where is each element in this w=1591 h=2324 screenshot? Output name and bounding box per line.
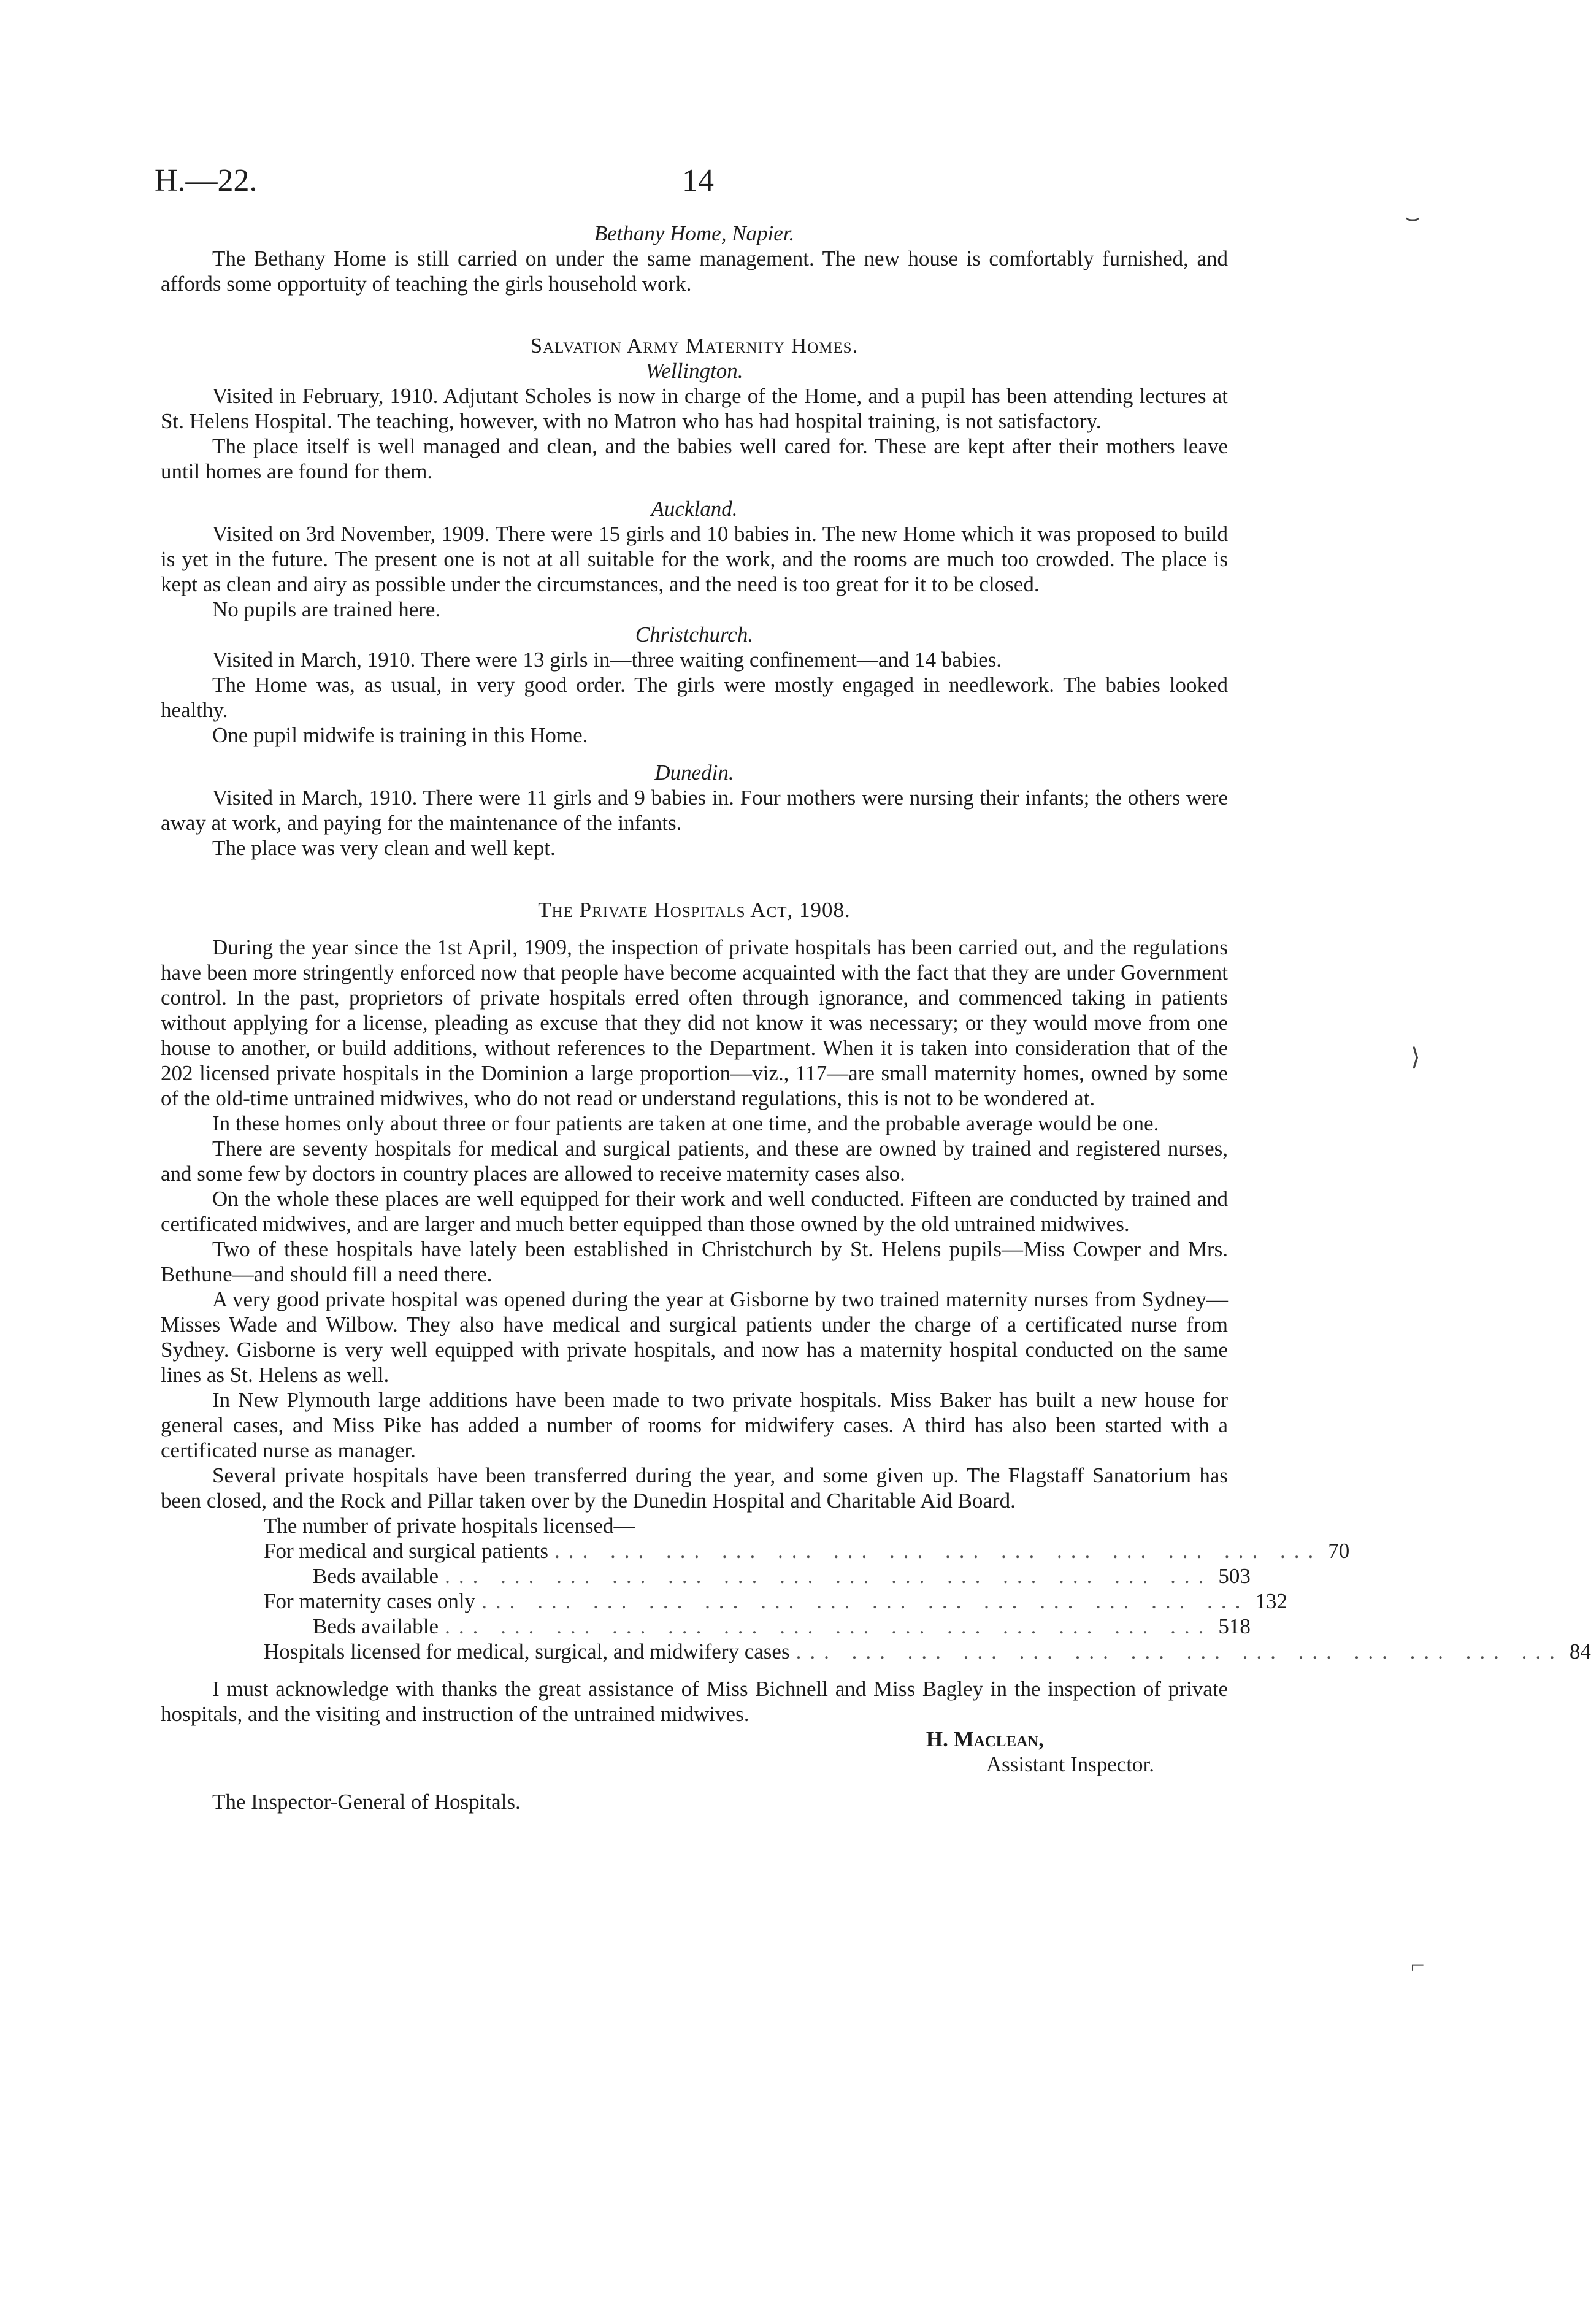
margin-mark-icon: ⟩ xyxy=(1411,1043,1420,1071)
paragraph: The place itself is well managed and clean, and the babies well cared for. These are kept after their mothers leave until homes are found for them. xyxy=(161,434,1228,483)
report-reference: H.—22. xyxy=(155,163,258,198)
row-value: 518 xyxy=(1218,1614,1251,1638)
leader-dots: ... ... ... ... ... ... ... ... ... ... ... ... ... ... xyxy=(481,1589,1249,1613)
row-value: 84 xyxy=(1569,1639,1591,1663)
body-text xyxy=(161,221,1591,1814)
section-heading: Bethany Home, Napier. xyxy=(594,221,795,245)
leader-dots: ... ... ... ... ... ... ... ... ... ... ... ... ... ... xyxy=(796,1639,1563,1663)
margin-mark-icon: ⌣ xyxy=(1405,203,1421,231)
section-heading: The Private Hospitals Act, 1908. xyxy=(538,898,851,922)
subsection-heading: Auckland. xyxy=(651,497,738,521)
leader-dots: ... ... ... ... ... ... ... ... ... ... ... ... ... ... xyxy=(554,1539,1322,1563)
paragraph: The Home was, as usual, in very good order. The girls were mostly engaged in needlework. The babies looked healthy. xyxy=(161,673,1228,722)
paragraph: No pupils are trained here. xyxy=(212,597,441,621)
signature-name: H. Maclean, xyxy=(926,1727,1044,1751)
table-row xyxy=(264,1589,1287,1614)
section-heading: Salvation Army Maternity Homes. xyxy=(530,334,859,358)
paragraph: In these homes only about three or four patients are taken at one time, and the probable average would be one. xyxy=(212,1111,1159,1135)
row-label: Hospitals licensed for medical, surgical, and midwifery cases xyxy=(264,1639,790,1663)
paragraph: In New Plymouth large additions have been made to two private hospitals. Miss Baker has built a new house for general cases, and Miss Pike has added a number of rooms for midwifery cases. A third has also been started with a certificated nurse as manager. xyxy=(161,1388,1228,1462)
table-row xyxy=(264,1563,1251,1589)
paragraph: Visited in March, 1910. There were 11 girls and 9 babies in. Four mothers were nursing their infants; the others were away at work, and paying for the maintenance of the infants. xyxy=(161,786,1228,835)
row-value: 70 xyxy=(1328,1539,1350,1563)
table-row xyxy=(264,1538,1350,1563)
paragraph: The place was very clean and well kept. xyxy=(212,836,556,860)
paragraph: There are seventy hospitals for medical and surgical patients, and these are owned by trained and registered nurses, and some few by doctors in country places are allowed to receive maternity cases also. xyxy=(161,1137,1228,1186)
paragraph: I must acknowledge with thanks the great assistance of Miss Bichnell and Miss Bagley in the inspection of private hospitals, and the visiting and instruction of the untrained midwives. xyxy=(161,1677,1228,1726)
paragraph: Visited in February, 1910. Adjutant Scholes is now in charge of the Home, and a pupil has been attending lectures at St. Helens Hospital. The teaching, however, with no Matron who has had hospital training, is not satisfactory. xyxy=(161,384,1228,433)
paragraph: The Bethany Home is still carried on under the same management. The new house is comfortably furnished, and affords some opportuity of teaching the girls household work. xyxy=(161,247,1228,296)
paragraph: On the whole these places are well equipped for their work and well conducted. Fifteen are conducted by trained and certificated midwives, and are larger and much better equipped than those owned by the old untrained midwives. xyxy=(161,1187,1228,1236)
paragraph: Visited in March, 1910. There were 13 girls in—three waiting confinement—and 14 babies. xyxy=(212,648,1002,672)
subsection-heading: Wellington. xyxy=(645,359,743,383)
row-label: Beds available xyxy=(313,1564,439,1588)
row-label: For maternity cases only xyxy=(264,1589,476,1613)
row-label: For medical and surgical patients xyxy=(264,1539,548,1563)
paragraph: One pupil midwife is training in this Home. xyxy=(212,723,588,747)
paragraph: A very good private hospital was opened during the year at Gisborne by two trained maternity nurses from Sydney—Misses Wade and Wilbow. They also have medical and surgical patients under the charge of a certificated nurse from Sydney. Gisborne is very well equipped with private hospitals, and now has a maternity hospital conducted on the same lines as St. Helens as well. xyxy=(161,1287,1228,1387)
paragraph: Visited on 3rd November, 1909. There were 15 girls and 10 babies in. The new Home which it was proposed to build is yet in the future. The present one is not at all suitable for the work, and the rooms are much too crowded. The place is kept as clean and airy as possible under the circumstances, and the need is too great for it to be closed. xyxy=(161,522,1228,596)
table-row xyxy=(264,1614,1251,1639)
paragraph: During the year since the 1st April, 1909, the inspection of private hospitals has been carried out, and the regulations have been more stringently enforced now that people have become acquainted with the fact that they are under Government control. In the past, proprietors of private hospitals erred often through ignorance, and commenced taking in patients without applying for a license, pleading as excuse that they did not know it was necessary; or they would move from one house to another, or build additions, without references to the Department. When it is taken into consideration that of the 202 licensed private hospitals in the Dominion a large proportion—viz., 117—are small maternity homes, owned by some of the old-time untrained midwives, who do not read or understand regulations, this is not to be wondered at. xyxy=(161,935,1228,1110)
page-number: 14 xyxy=(682,163,714,198)
paragraph: Several private hospitals have been transferred during the year, and some given up. The Flagstaff Sanatorium has been closed, and the Rock and Pillar taken over by the Dunedin Hospital and Charitable Aid Board. xyxy=(161,1463,1228,1513)
table-title: The number of private hospitals licensed— xyxy=(264,1514,635,1538)
addressee: The Inspector-General of Hospitals. xyxy=(212,1790,521,1814)
row-value: 132 xyxy=(1255,1589,1287,1613)
leader-dots: ... ... ... ... ... ... ... ... ... ... ... ... ... ... xyxy=(445,1614,1213,1638)
row-label: Beds available xyxy=(313,1614,439,1638)
subsection-heading: Dunedin. xyxy=(654,761,734,784)
leader-dots: ... ... ... ... ... ... ... ... ... ... ... ... ... ... xyxy=(445,1564,1213,1588)
subsection-heading: Christchurch. xyxy=(635,623,754,646)
table-row xyxy=(264,1639,1591,1664)
margin-mark-icon: ⌐ xyxy=(1411,1951,1425,1979)
licensed-hospitals-table xyxy=(161,1538,1591,1664)
signature-title: Assistant Inspector. xyxy=(986,1752,1154,1776)
row-value: 503 xyxy=(1218,1564,1251,1588)
paragraph: Two of these hospitals have lately been established in Christchurch by St. Helens pupils—Miss Cowper and Mrs. Bethune—and should fill a need there. xyxy=(161,1237,1228,1286)
